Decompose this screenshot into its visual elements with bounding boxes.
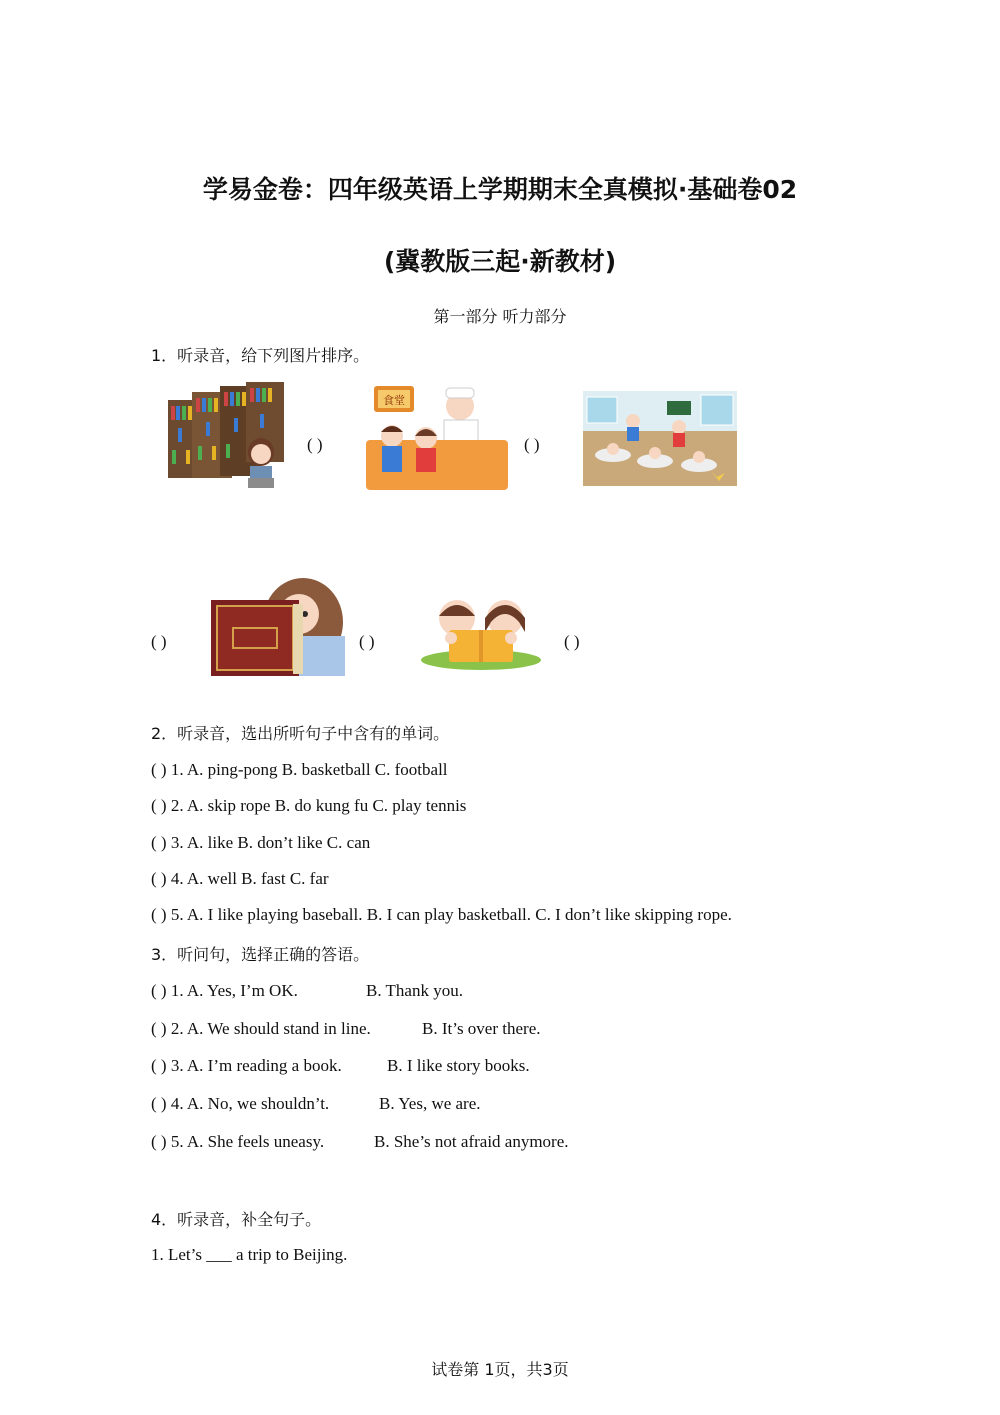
canteen-picture [366,384,508,490]
page-footer: 试卷第 1页，共3页 [431,1360,569,1379]
page-title: 学易金卷：四年级英语上学期期末全真模拟·基础卷02 [202,175,798,204]
part-heading: 第一部分 听力部分 [433,307,567,326]
question-2-item: ( ) 1. A. ping-pong B. basketball C. football [151,760,448,779]
page-subtitle: (冀教版三起·新教材) [383,247,617,276]
canteen-sign-text: 食堂 [383,394,405,407]
library-picture [166,380,288,492]
answer-paren[interactable]: ( ) [564,632,580,651]
question-3-item-a: ( ) 5. A. She feels uneasy. [151,1132,325,1151]
question-3-item-a: ( ) 4. A. No, we shouldn’t. [151,1094,330,1113]
answer-paren[interactable]: ( ) [151,632,167,651]
question-3-item-b: B. She’s not afraid anymore. [374,1132,569,1151]
question-2-item: ( ) 4. A. well B. fast C. far [151,869,329,888]
question-3-item-a: ( ) 2. A. We should stand in line. [151,1019,371,1038]
girl-reading-picture [211,578,357,676]
answer-paren[interactable]: ( ) [307,435,323,454]
question-4-prompt: 4．听录音，补全句子。 [151,1210,322,1229]
question-3-item-b: B. It’s over there. [422,1019,541,1038]
question-3-item-b: B. Yes, we are. [379,1094,481,1113]
kids-reading-picture [419,592,543,672]
classroom-picture [583,391,737,486]
question-2-prompt: 2．听录音，选出所听句子中含有的单词。 [151,724,450,743]
question-1-prompt: 1．听录音，给下列图片排序。 [151,346,370,365]
question-2-item: ( ) 5. A. I like playing baseball. B. I can play basketball. C. I don’t like skipping rope. [151,905,732,924]
question-4-item: 1. Let’s ___ a trip to Beijing. [151,1245,348,1264]
question-2-item: ( ) 3. A. like B. don’t like C. can [151,833,371,852]
answer-paren[interactable]: ( ) [359,632,375,651]
question-3-item-b: B. I like story books. [387,1056,530,1075]
question-3-prompt: 3．听问句，选择正确的答语。 [151,945,370,964]
question-3-item-a: ( ) 3. A. I’m reading a book. [151,1056,342,1075]
question-3-item-b: B. Thank you. [366,981,463,1000]
answer-paren[interactable]: ( ) [524,435,540,454]
question-3-item-a: ( ) 1. A. Yes, I’m OK. [151,981,298,1000]
question-2-item: ( ) 2. A. skip rope B. do kung fu C. play tennis [151,796,467,815]
